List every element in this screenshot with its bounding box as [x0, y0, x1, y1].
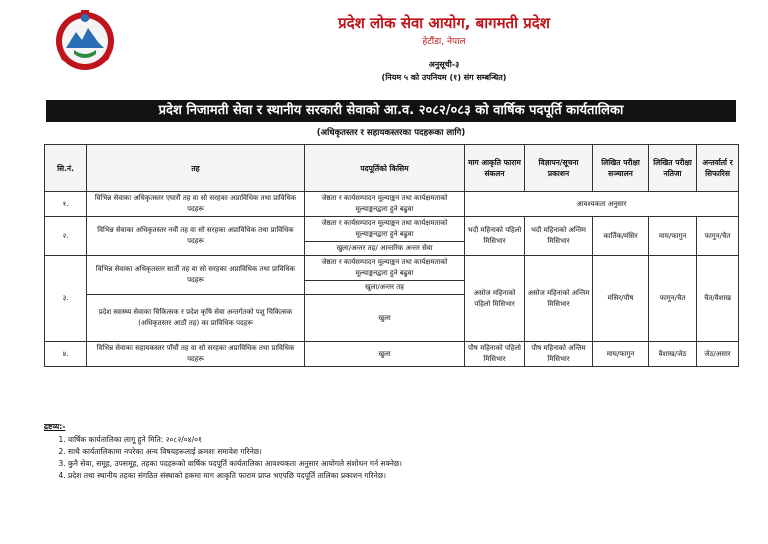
cell-result: माघ/फागुन — [649, 217, 697, 256]
cell-interview: फागुन/चैत — [697, 217, 739, 256]
cell-result: फागुन/चैत — [649, 256, 697, 342]
cell-written: मंसिर/पौष — [593, 256, 649, 342]
cell-method: जेष्ठता र कार्यसम्पादन मूल्याङ्कन तथा कार्यक्षमताको मूल्याङ्कनद्वारा हुने बढुवा — [305, 192, 465, 217]
col-header-method: पदपूर्तिको किसिम — [305, 145, 465, 192]
table-header-row — [45, 145, 739, 192]
rule-reference: (नियम ५ को उपनियम (१) संग सम्बन्धित) — [381, 73, 507, 82]
cell-method: जेष्ठता र कार्यसम्पादन मूल्याङ्कन तथा कार्यक्षमताको मूल्याङ्कनद्वारा हुने बढुवा — [305, 256, 465, 281]
annex-label: अनुसूची-३ — [428, 60, 460, 69]
cell-method: खुला — [305, 295, 465, 342]
note-item: 4. प्रदेश तथा स्थानीय तहका संगठित संस्थाको हकमा माग आकृति फाराम प्राप्त भएपछि पदपूर्ति तालिका प्रकाशन गरिनेछ। — [68, 470, 734, 482]
cell-sn: १. — [45, 192, 87, 217]
notes-title: द्रष्टव्य:- — [44, 422, 66, 431]
col-header-interview: अन्तर्वार्ता र सिफारिस — [697, 145, 739, 192]
table-row — [45, 256, 739, 281]
cell-method: जेष्ठता र कार्यसम्पादन मूल्याङ्कन तथा कार्यक्षमताको मूल्याङ्कनद्वारा हुने बढुवा — [305, 217, 465, 242]
government-emblem — [52, 8, 118, 72]
page-title: प्रदेश लोक सेवा आयोग, बागमती प्रदेश — [338, 14, 550, 32]
note-item: 1. वार्षिक कार्यतालिका लागू हुने मिति: २०८२/०४/०१ — [68, 434, 734, 446]
header — [120, 14, 768, 83]
schedule-banner: प्रदेश निजामती सेवा र स्थानीय सरकारी सेवाको आ.व. २०८२/०८३ को वार्षिक पदपूर्ति कार्यतालिका — [46, 100, 736, 122]
cell-method: खुला/अन्तर तह — [305, 281, 465, 295]
cell-ad: पौष महिनाको अन्तिम मिसिभार — [525, 342, 593, 367]
cell-as-needed: आवश्यकता अनुसार — [465, 192, 739, 217]
cell-sn: २. — [45, 217, 87, 256]
cell-ad: भदौ महिनाको अन्तिम मिसिभार — [525, 217, 593, 256]
cell-written: कार्तिक/मंसिर — [593, 217, 649, 256]
city-label: हेटौंडा, नेपाल — [422, 37, 466, 47]
notes-section — [44, 422, 734, 482]
table-row — [45, 217, 739, 242]
cell-level: विभिन्न सेवाका अधिकृतस्तर एघारौं तह वा सो सरहका अप्राविधिक तथा प्राविधिक पदहरू — [87, 192, 305, 217]
schedule-table — [44, 144, 739, 367]
table-row — [45, 192, 739, 217]
cell-method: खुला — [305, 342, 465, 367]
note-item: 2. साथै कार्यतालिकामा नपरेका अन्य विषयहरूलाई क्रमशः समावेश गरिनेछ। — [68, 446, 734, 458]
note-item: 3. कुनै सेवा, समूह, उपसमूह, तहका पदहरूको वार्षिक पदपूर्ति कार्यतालिका आवश्यकता अनुसार आयोगले संशोधन गर्न सक्नेछ। — [68, 458, 734, 470]
col-header-sn: सि.नं. — [45, 145, 87, 192]
cell-demand: पौष महिनाको पहिलो मिसिभार — [465, 342, 525, 367]
schedule-subtitle: (अधिकृतस्तर र सहायकस्तरका पदहरूका लागि) — [316, 128, 466, 138]
cell-level: प्रदेश स्वास्थ्य सेवाका चिकित्सक र प्रदेश कृषि सेवा अन्तर्गतको पशु चिकित्सक (अधिकृतस्तर आठौं तह) का प्राविधिक पदहरू — [87, 295, 305, 342]
col-header-result: लिखित परीक्षा नतिजा — [649, 145, 697, 192]
col-header-level: तह — [87, 145, 305, 192]
col-header-ad: विज्ञापन/सूचना प्रकाशन — [525, 145, 593, 192]
cell-result: वैशाख/जेठ — [649, 342, 697, 367]
cell-sn: ३. — [45, 256, 87, 342]
cell-demand: भदौ महिनाको पहिलो मिसिभार — [465, 217, 525, 256]
table-row — [45, 342, 739, 367]
cell-ad: असोज महिनाको अन्तिम मिसिभार — [525, 256, 593, 342]
cell-interview: जेठ/असार — [697, 342, 739, 367]
cell-level: विभिन्न सेवाका अधिकृतस्तर नवौं तह वा सो सरहका अप्राविधिक तथा प्राविधिक पदहरू — [87, 217, 305, 256]
cell-demand: असोज महिनाको पहिलो मिसिभार — [465, 256, 525, 342]
cell-sn: ४. — [45, 342, 87, 367]
cell-written: माघ/फागुन — [593, 342, 649, 367]
col-header-written: लिखित परीक्षा सञ्चालन — [593, 145, 649, 192]
col-header-demand: माग आकृति फाराम संकलन — [465, 145, 525, 192]
cell-method: खुला/अन्तर तह/ आन्तरिक अन्तर सेवा — [305, 242, 465, 256]
cell-interview: चैत/वैशाख — [697, 256, 739, 342]
cell-level: विभिन्न सेवाका अधिकृतस्तर सातौं तह वा सो सरहका अप्राविधिक तथा प्राविधिक पदहरू — [87, 256, 305, 295]
cell-level: विभिन्न सेवाका सहायकस्तर पाँचौं तह वा सो सरहका अप्राविधिक तथा प्राविधिक पदहरू — [87, 342, 305, 367]
